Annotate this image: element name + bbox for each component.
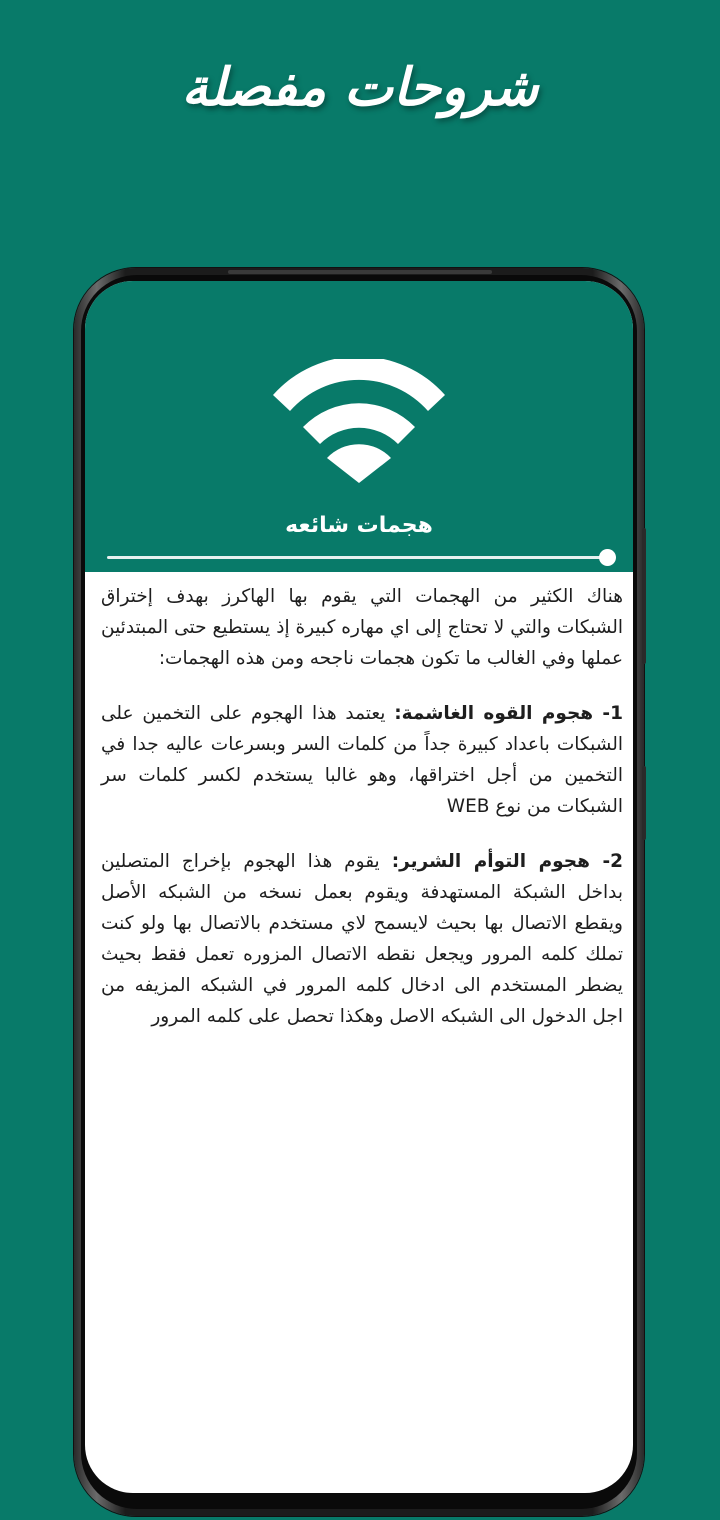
wifi-icon xyxy=(273,359,445,483)
article-intro: هناك الكثير من الهجمات التي يقوم بها الهاكرز بهدف إختراق الشبكات والتي لا تحتاج إلى اي مهاره كبيرة إذ يستطيع حتى المبتدئين عملها وفي الغالب ما تكون هجمات ناجحه ومن هذه الهجمات: xyxy=(101,586,623,669)
attack-item xyxy=(101,846,623,1032)
reading-progress-thumb[interactable] xyxy=(599,549,616,566)
attack-text: يقوم هذا الهجوم بإخراج المتصلين بداخل الشبكة المستهدفة ويقوم بعمل نسخه من الشبكه الأصل ويقطع الاتصال بها بحيث لايسمح لاي مستخدم بالاتصال بها ولو كنت تملك كلمه المرور ويجعل نقطه الاتصال المزوره تعمل فقط بحيث يضطر المستخدم الى ادخال كلمه المرور في الشبكه المزيفه من اجل الدخول الى الشبكه الاصل وهكذا تحصل على كلمه المرور xyxy=(101,851,623,1027)
phone-volume-button xyxy=(642,528,646,664)
attack-item xyxy=(101,698,623,822)
attack-text: يعتمد هذا الهجوم على التخمين على الشبكات باعداد كبيرة جداً من كلمات السر وبسرعات عاليه جدا في التخمين من أجل اختراقها، وهو غالبا يستخدم لكسر كلمات سر الشبكات من نوع WEB xyxy=(101,703,623,817)
article-content xyxy=(101,581,623,1056)
reading-progress-fill xyxy=(107,556,607,559)
phone-speaker xyxy=(228,270,492,274)
reading-progress-track[interactable] xyxy=(107,556,607,559)
app-screen xyxy=(85,281,633,1493)
attack-heading: 1- هجوم القوه الغاشمة: xyxy=(394,703,623,724)
attack-heading: 2- هجوم التوأم الشرير: xyxy=(391,851,623,872)
header-title: هجمات شائعه xyxy=(285,513,433,538)
promo-title: شروحات مفصلة xyxy=(181,58,539,118)
app-header xyxy=(85,281,633,572)
phone-power-button xyxy=(642,766,646,840)
